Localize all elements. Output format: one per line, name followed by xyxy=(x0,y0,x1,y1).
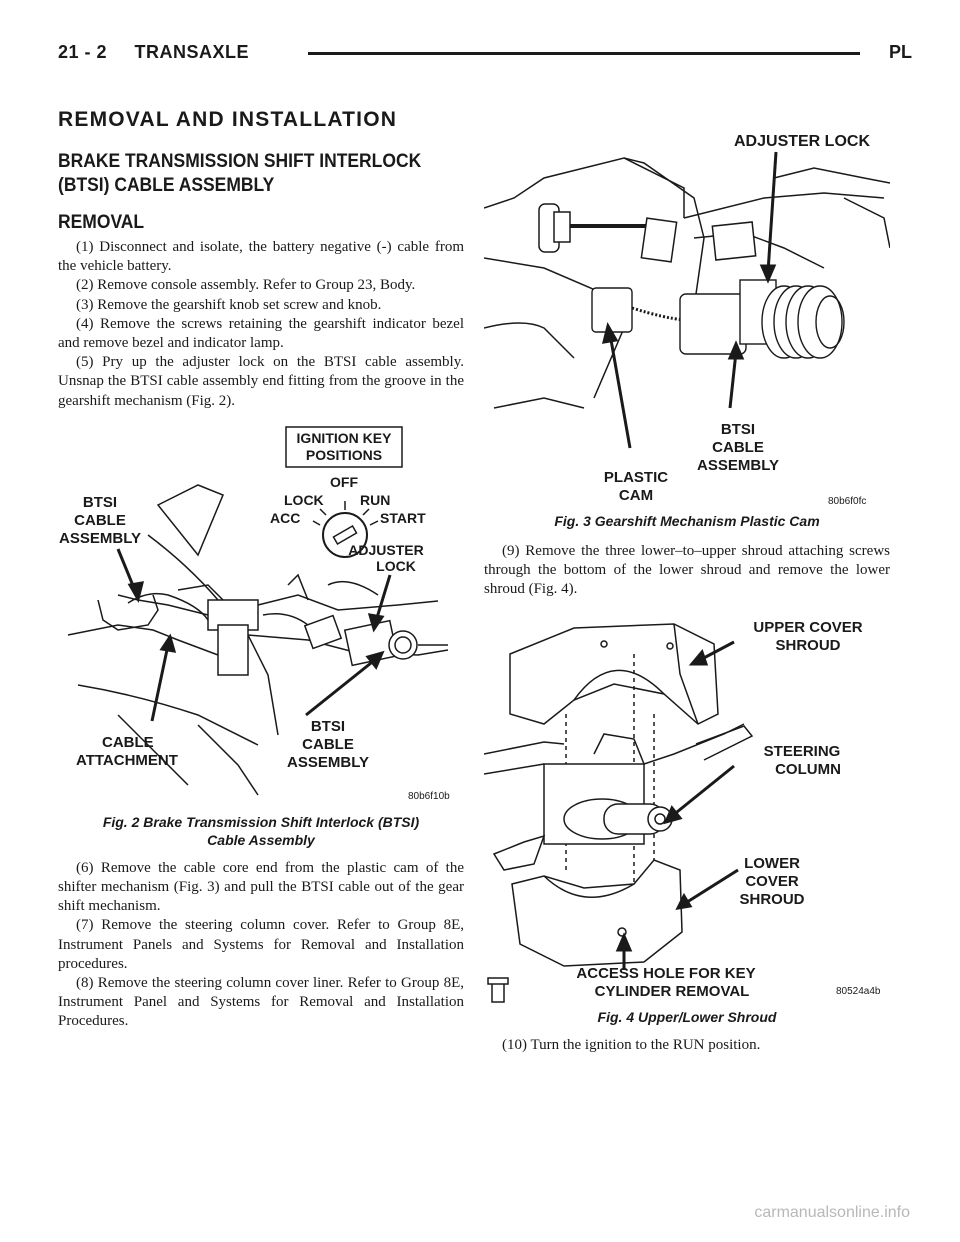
fig4-label-steering-1: STEERING xyxy=(763,742,841,760)
figure-4-illustration xyxy=(484,614,890,1006)
figure-4 xyxy=(484,614,890,1026)
fig4-label-lower-1: LOWER xyxy=(744,854,800,872)
procedure-step: (3) Remove the gearshift knob set screw and knob. xyxy=(76,296,382,313)
steps-right-a xyxy=(484,542,890,600)
left-column xyxy=(58,108,464,1032)
procedure-step: (6) Remove the cable core end from the plastic cam of the shifter mechanism (Fig. 3) and pull the BTSI cable out of the gear shift mechanism. xyxy=(58,859,464,915)
page-header xyxy=(58,40,912,68)
figure-3-illustration xyxy=(484,108,890,508)
fig2-label-cable-attach-2: ATTACHMENT xyxy=(76,751,178,769)
fig2-label-btsi-1: BTSI xyxy=(82,493,118,511)
subsection-title xyxy=(58,150,432,198)
fig3-label-btsi-1: BTSI xyxy=(720,421,756,438)
fig2-label-adjuster-2: LOCK xyxy=(376,557,416,574)
fig4-code: 80524a4b xyxy=(836,985,881,997)
watermark: carmanualsonline.info xyxy=(754,1204,910,1221)
header-page-section: 21 - 2 TRANSAXLE xyxy=(58,42,250,62)
fig2-label-btsi-b-1: BTSI xyxy=(310,717,346,735)
steps-left-a xyxy=(58,238,464,411)
fig2-label-ignition-key-2: POSITIONS xyxy=(305,446,383,463)
fig3-label-plastic-1: PLASTIC xyxy=(603,469,669,486)
fig4-label-upper-2: SHROUD xyxy=(775,636,841,654)
fig2-label-cable-attach-1: CABLE xyxy=(102,733,154,751)
fig4-label-lower-2: COVER xyxy=(745,872,799,890)
fig2-label-lock: LOCK xyxy=(284,491,324,508)
header-model-code: PL xyxy=(888,42,912,62)
fig2-caption xyxy=(58,813,464,849)
fig2-caption-line1: Fig. 2 Brake Transmission Shift Interlock (BTSI) xyxy=(102,813,420,830)
fig2-code: 80b6f10b xyxy=(408,790,450,802)
fig4-label-steering-2: COLUMN xyxy=(775,760,841,778)
steps-right-b xyxy=(484,1036,890,1055)
procedure-step: (5) Pry up the adjuster lock on the BTSI cable assembly. Unsnap the BTSI cable assembly end fitting from the groove in the gearshift mechanism (Fig. 2). xyxy=(58,354,464,409)
fig2-label-start: START xyxy=(380,509,426,526)
fig3-label-btsi-2: CABLE xyxy=(712,439,764,456)
fig2-label-btsi-b-2: CABLE xyxy=(302,735,354,753)
fig2-label-ignition-key-1: IGNITION KEY xyxy=(296,429,392,446)
fig3-caption: Fig. 3 Gearshift Mechanism Plastic Cam xyxy=(554,513,820,529)
procedure-step: (1) Disconnect and isolate, the battery negative (-) cable from the vehicle battery. xyxy=(58,239,464,275)
procedure-step: (2) Remove console assembly. Refer to Group 23, Body. xyxy=(76,277,416,294)
fig4-caption: Fig. 4 Upper/Lower Shroud xyxy=(597,1008,777,1025)
subsection-title-line2: (BTSI) CABLE ASSEMBLY xyxy=(58,175,275,196)
fig3-label-btsi-3: ASSEMBLY xyxy=(697,457,779,474)
header-rule xyxy=(308,52,860,55)
procedure-step: (10) Turn the ignition to the RUN position. xyxy=(502,1036,761,1053)
shroud-drawing xyxy=(484,624,752,1002)
procedure-step: (9) Remove the three lower–to–upper shroud attaching screws through the bottom of the lower shroud and remove the lower shroud (Fig. 4). xyxy=(484,543,890,598)
fig4-label-access-2: CYLINDER REMOVAL xyxy=(594,982,750,1000)
fig2-label-btsi-b-3: ASSEMBLY xyxy=(287,753,369,771)
figure-2 xyxy=(58,425,464,849)
figure-2-illustration xyxy=(58,425,464,813)
gearshift-mechanism-drawing xyxy=(484,158,890,408)
fig3-label-plastic-2: CAM xyxy=(618,487,654,504)
removal-heading: REMOVAL xyxy=(58,212,145,233)
subsection-title-line1: BRAKE TRANSMISSION SHIFT INTERLOCK xyxy=(58,151,422,172)
fig4-label-lower-3: SHROUD xyxy=(739,890,805,908)
steps-left-b xyxy=(58,859,464,1032)
fig3-label-adjuster-lock: ADJUSTER LOCK xyxy=(734,133,871,150)
fig4-label-upper-1: UPPER COVER xyxy=(753,618,863,636)
fig2-label-acc: ACC xyxy=(270,509,301,526)
procedure-step: (7) Remove the steering column cover. Refer to Group 8E, Instrument Panels and Systems for Removal and Installation procedures. xyxy=(58,917,464,972)
procedure-step: (4) Remove the screws retaining the gearshift indicator bezel and remove bezel and indicator lamp. xyxy=(58,315,464,352)
fig2-label-off: OFF xyxy=(330,473,358,490)
fig2-label-btsi-3: ASSEMBLY xyxy=(59,529,141,547)
section-title: REMOVAL AND INSTALLATION xyxy=(58,108,398,131)
procedure-step: (8) Remove the steering column cover liner. Refer to Group 8E, Instrument Panel and Systems for Removal and Installation Procedures. xyxy=(58,975,464,1030)
cable-drawing xyxy=(592,280,844,358)
right-column xyxy=(484,108,890,1055)
fig2-label-btsi-2: CABLE xyxy=(74,511,126,529)
fig2-label-run: RUN xyxy=(360,491,391,508)
fig2-label-adjuster-1: ADJUSTER xyxy=(348,541,424,558)
fig3-code: 80b6f0fc xyxy=(828,496,867,507)
fig2-caption-line2: Cable Assembly xyxy=(207,831,315,848)
fig4-label-access-1: ACCESS HOLE FOR KEY xyxy=(576,964,756,982)
figure-3 xyxy=(484,108,890,530)
